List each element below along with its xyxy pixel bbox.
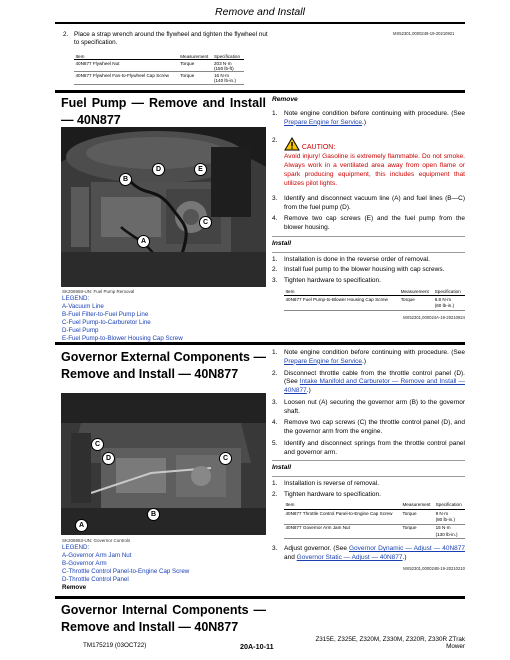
page-number: 20A-10-11 xyxy=(240,642,274,651)
callout-b: B xyxy=(147,508,160,521)
top-step: 2. Place a strap wrench around the flywheel and tighten the flywheel nut to specification. xyxy=(63,31,268,47)
section-divider xyxy=(55,342,465,345)
step-item: 3. Tighten hardware to specification. xyxy=(272,277,381,285)
section-divider xyxy=(55,596,465,599)
fuel-pump-legend: SK206958-UN: Fuel Pump Removal LEGEND: A-Vacuum Line B-Fuel Filter-to-Fuel Pump Line C-Fuel Pump-to-Carburetor Line D-Fuel Pump E-Fuel Pump-to-Blower Housing Cap Screw xyxy=(62,289,183,343)
caution-block: 2. CAUTION: Avoid injury! Gasoline is extremely flammable. Do not smoke. Always work in a ventilated area away from open flame or spark producing equipment, this includes equipment that utilizes pilot lights. xyxy=(272,137,465,187)
step-item: 1. Note engine condition before continuing with procedure. (See Prepare Engine for Service.) xyxy=(272,349,465,365)
callout-a: A xyxy=(75,519,88,532)
step-item: 2. Tighten hardware to specification. xyxy=(272,491,381,499)
step-item: 4. Remove two cap screws (C) the throttle control panel (D), and the governor arm from the engine. xyxy=(272,419,465,436)
callout-c-right: C xyxy=(219,452,232,465)
governor-static-link[interactable]: Governor Static — Adjust — 40N877 xyxy=(296,554,403,562)
fuel-pump-photo xyxy=(61,127,266,287)
step-item: 1. Installation is done in the reverse order of removal. xyxy=(272,255,430,263)
callout-d: D xyxy=(102,452,115,465)
step-item: 1. Installation is reverse of removal. xyxy=(272,480,380,488)
governor-photo xyxy=(61,393,266,535)
governor-dynamic-link[interactable]: Governor Dynamic — Adjust — 40N877 xyxy=(348,545,465,553)
governor-legend: SK206953-UN: Governor Controls LEGEND: A-Governor Arm Jam Nut B-Governor Arm C-Throttle Control Panel-to-Engine Cap Screw D-Throttle Control Panel Remove xyxy=(62,538,190,592)
spec-table: Item Measurement Specification 40N877 Flywheel Nut Torque 203 N·m (150 lb-ft) 40N877 Flywheel Fan-to-Flywheel Cap Screw Torque 16 N·m (140 lb-in.) xyxy=(74,53,244,85)
intake-manifold-link[interactable]: Intake Manifold and Carburetor — Remove and Install — 40N877 xyxy=(284,378,465,395)
step-item: 3. Loosen nut (A) securing the governor arm (B) to the governor shaft. xyxy=(272,398,465,415)
top-continuation xyxy=(55,26,465,88)
page-header: Remove and Install xyxy=(55,6,465,24)
section-divider xyxy=(55,90,465,93)
fuel-pump-title: Fuel Pump — Remove and Install — 40N877 xyxy=(61,96,266,127)
prepare-engine-link[interactable]: Prepare Engine for Service xyxy=(284,357,363,365)
callout-b: B xyxy=(119,173,132,186)
callout-c: C xyxy=(91,438,104,451)
governor-illustration xyxy=(61,393,266,535)
governor-external-title: Governor External Components — Remove and Install — 40N877 xyxy=(61,350,266,381)
reference-code: MX52301,000024B-19-20210210 xyxy=(403,565,465,571)
step-item: 4. Remove two cap screws (E) and the fuel pump from the blower housing. xyxy=(272,215,465,232)
engine-illustration xyxy=(61,127,266,287)
callout-a: A xyxy=(137,235,150,248)
step-item: 1. Note engine condition before continuing with procedure. (See Prepare Engine for Service.) xyxy=(272,109,465,126)
callout-d: D xyxy=(152,163,165,176)
reference-code: MX52301,0000249-19-20210921 xyxy=(393,31,455,36)
step-item: 2. Disconnect throttle cable from the throttle control panel (D). (See Intake Manifold and Carburetor — Remove and Install — 40N877.) xyxy=(272,369,465,395)
step-item: 3. Identify and disconnect vacuum line (A) and fuel lines (B—C) from the fuel pump (D). xyxy=(272,194,465,211)
step-item: 3. Adjust governor. (See Governor Dynamic — Adjust — 40N877 and Governor Static — Adjust — 40N877.) xyxy=(272,545,465,562)
fuel-pump-instructions: Remove 1. Note engine condition before continuing with procedure. (See Prepare Engine for Service.) 2. CAUTION: Avoid injury! Gasoline is extremely flammable. Do not smoke. Always work in a ventilated area away from open flame or spark producing equipment, this includes equipment that utilizes pilot lights. 3. Identify and disconnect vacuum line (A) and fuel lines (B—C) from the fuel pump (D). 4. Remove two cap screws (E) and the fuel pump from the blower housing. Install 1. Installation is done in the reverse order of removal. 2. Install fuel pump to the blower housing with cap screws. 3. Tighten hardware to specification. Item Measurement Specification 40N877 Fuel Pump-to-Blower Housing Cap Screw Torque 6.8 N·m (60 lb-in.) MX52301,000024A-19-20210924 xyxy=(272,96,465,320)
governor-instructions: 1. Note engine condition before continuing with procedure. (See Prepare Engine for Service.) 2. Disconnect throttle cable from the throttle control panel (D). (See Intake Manifold and Carburetor — Remove and Install — 40N877.) 3. Loosen nut (A) securing the governor arm (B) to the governor shaft. 4. Remove two cap screws (C) the throttle control panel (D), and the governor arm from the engine. 5. Identify and disconnect springs from the throttle control panel and governor arm. Install 1. Installation is reverse of removal. 2. Tighten hardware to specification. Item Measurement Specification 40N877 Throttle Control Panel-to-Engine Cap Screw Torque 9 N·m (80 lb-in.) 40N877 Governor Arm Jam Nut Torque 15 N·m (130 lb-in.) 3. Adjust governor. (See Governor Dynamic — Adjust — 40N877 and Governor Static — Adjust — 40N877.) MX52301,000024B-19-20210210 xyxy=(272,349,465,571)
step-item: 5. Identify and disconnect springs from the throttle control panel and governor arm. xyxy=(272,439,465,456)
model-list: Z315E, Z325E, Z320M, Z330M, Z320R, Z330R ZTrak Mower xyxy=(315,636,465,650)
step-item: 2. Install fuel pump to the blower housing with cap screws. xyxy=(272,266,445,274)
callout-c: C xyxy=(199,216,212,229)
callout-e: E xyxy=(194,163,207,176)
prepare-engine-link[interactable]: Prepare Engine for Service xyxy=(284,118,363,126)
spec-table: Item Measurement Specification 40N877 Throttle Control Panel-to-Engine Cap Screw Torque 9 N·m (80 lb-in.) 40N877 Governor Arm Jam Nut Torque 15 N·m (130 lb-in.) xyxy=(284,502,465,540)
governor-internal-title: Governor Internal Components — Remove and Install — 40N877 xyxy=(61,603,266,634)
warning-icon xyxy=(284,137,300,151)
doc-id: TM175219 (03OCT22) xyxy=(83,642,147,649)
spec-table: Item Measurement Specification 40N877 Fuel Pump-to-Blower Housing Cap Screw Torque 6.8 N·m (60 lb-in.) xyxy=(284,288,465,311)
reference-code: MX52301,000024A-19-20210924 xyxy=(403,314,465,320)
